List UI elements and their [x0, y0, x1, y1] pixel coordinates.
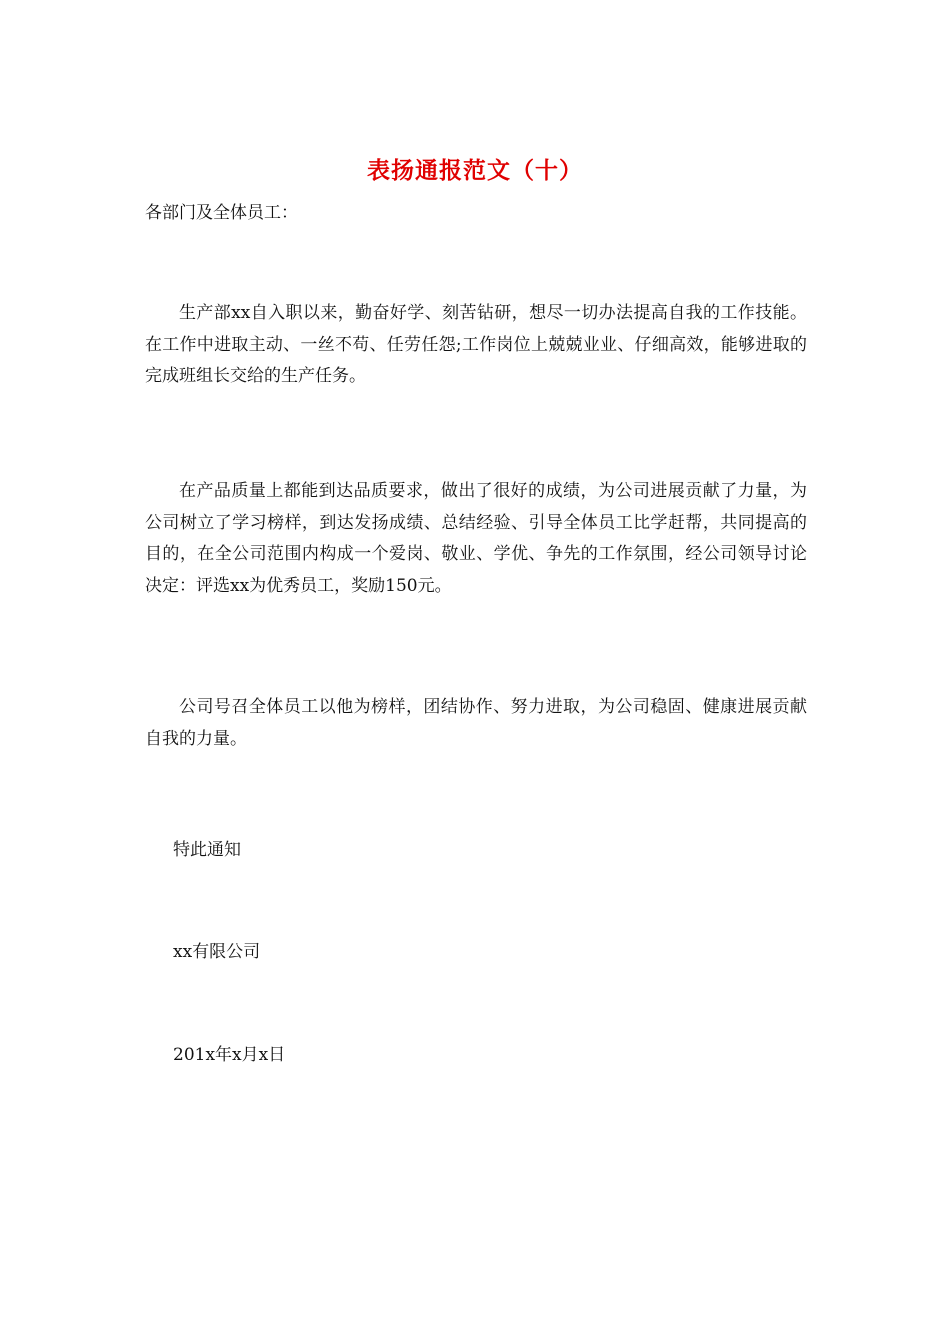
body-paragraph-1: 生产部xx自入职以来，勤奋好学、刻苦钻研，想尽一切办法提高自我的工作技能。在工作中进取主动、一丝不苟、任劳任怨;工作岗位上兢兢业业、仔细高效，能够进取的完成班组长交给的生产任务。 [145, 303, 807, 386]
document-date: 201x年x月x日 [173, 1045, 286, 1065]
closing-notice: 特此通知 [173, 840, 241, 860]
salutation: 各部门及全体员工： [145, 203, 298, 223]
company-name: xx有限公司 [173, 942, 261, 962]
body-paragraph-2: 在产品质量上都能到达品质要求，做出了很好的成绩，为公司进展贡献了力量，为公司树立了学习榜样，到达发扬成绩、总结经验、引导全体员工比学赶帮，共同提高的目的，在全公司范围内构成一个爱岗、敬业、学优、争先的工作氛围，经公司领导讨论决定：评选xx为优秀员工，奖励150元。 [145, 481, 807, 596]
document-title: 表扬通报范文（十） [367, 157, 583, 184]
body-paragraph-3: 公司号召全体员工以他为榜样，团结协作、努力进取，为公司稳固、健康进展贡献自我的力量。 [145, 697, 807, 749]
